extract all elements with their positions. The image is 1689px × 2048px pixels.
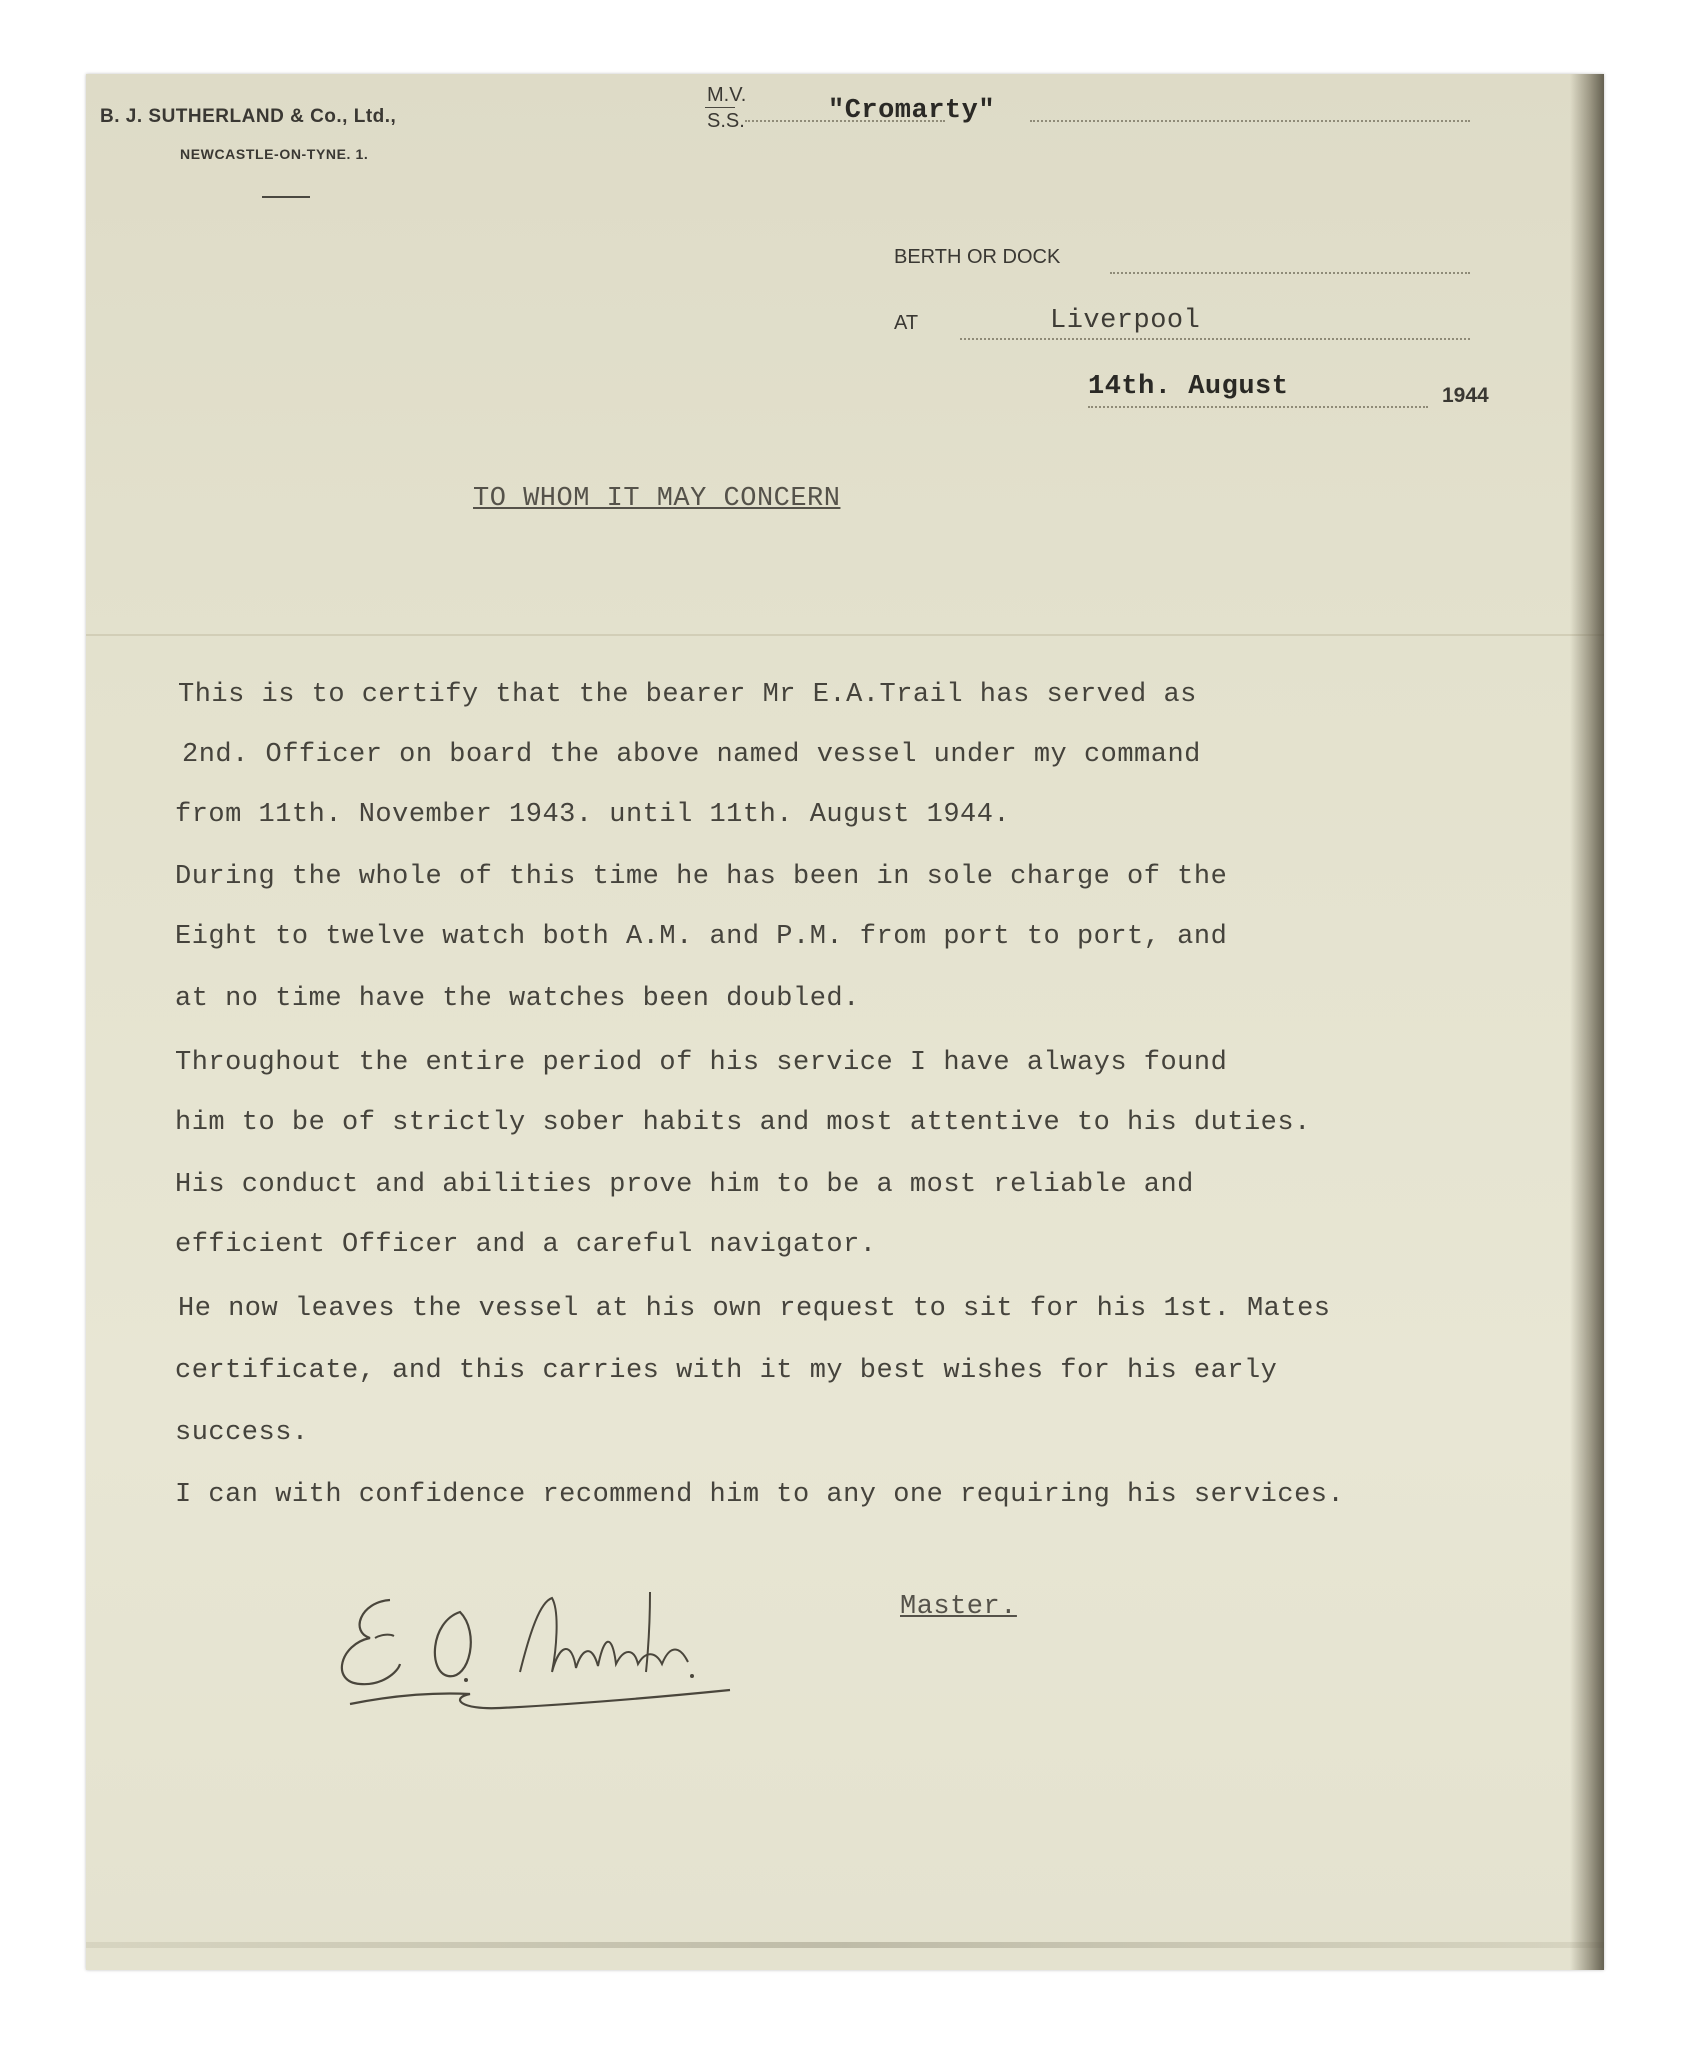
- body-line: at no time have the watches been doubled.: [175, 984, 860, 1014]
- letter-heading: TO WHOM IT MAY CONCERN: [473, 484, 841, 514]
- vessel-type-mv: M.V.: [707, 84, 747, 106]
- vessel-type-divider: [705, 107, 735, 108]
- fold-crease: [86, 634, 1604, 636]
- body-line: Throughout the entire period of his service I have always found: [175, 1048, 1228, 1078]
- letter-date: 14th. August: [1088, 372, 1289, 402]
- body-line: efficient Officer and a careful navigator.: [175, 1230, 877, 1260]
- body-line: Eight to twelve watch both A.M. and P.M. from port to port, and: [175, 922, 1228, 952]
- body-line: I can with confidence recommend him to any one requiring his services.: [175, 1480, 1345, 1510]
- letter-year: 1944: [1442, 384, 1489, 407]
- at-label: AT: [894, 312, 919, 334]
- vessel-type-ss: S.S.: [707, 110, 745, 132]
- body-line: him to be of strictly sober habits and most attentive to his duties.: [175, 1108, 1311, 1138]
- port-name: Liverpool: [1050, 306, 1201, 336]
- signature: [320, 1572, 740, 1722]
- letter-page: [86, 74, 1604, 1970]
- body-line: success.: [175, 1418, 309, 1448]
- body-line: from 11th. November 1943. until 11th. August 1944.: [175, 800, 1011, 830]
- signoff-title: Master.: [900, 1592, 1017, 1622]
- body-line: This is to certify that the bearer Mr E.A.Trail has served as: [178, 680, 1197, 710]
- port-dots: [960, 338, 1470, 340]
- body-line: certificate, and this carries with it my best wishes for his early: [175, 1356, 1278, 1386]
- body-line: His conduct and abilities prove him to be a most reliable and: [175, 1170, 1194, 1200]
- letterhead-company: B. J. SUTHERLAND & Co., Ltd.,: [100, 106, 397, 127]
- bottom-edge-shadow: [86, 1942, 1604, 1948]
- body-line: During the whole of this time he has been in sole charge of the: [175, 862, 1228, 892]
- vessel-name: "Cromarty": [828, 96, 996, 126]
- berth-label: BERTH OR DOCK: [894, 246, 1061, 268]
- vessel-name-dots-right: [1030, 120, 1470, 122]
- date-dots: [1088, 406, 1428, 408]
- letterhead-city: NEWCASTLE-ON-TYNE. 1.: [180, 146, 369, 162]
- letterhead-rule: [262, 196, 310, 198]
- body-line: He now leaves the vessel at his own request to sit for his 1st. Mates: [178, 1294, 1331, 1324]
- berth-dots: [1110, 272, 1470, 274]
- body-line: 2nd. Officer on board the above named vessel under my command: [182, 740, 1201, 770]
